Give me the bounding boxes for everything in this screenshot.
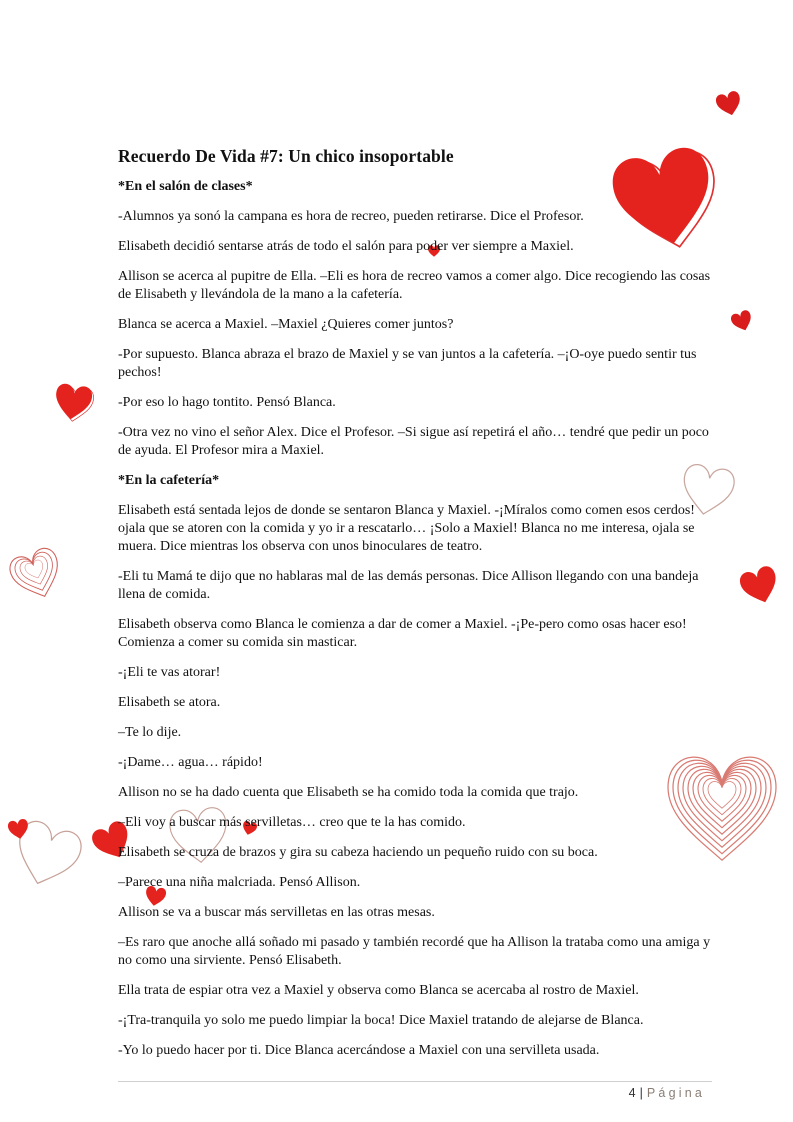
paragraph-list bbox=[118, 178, 718, 1060]
paragraph: Elisabeth se cruza de brazos y gira su cabeza haciendo un pequeño ruido con su boca. bbox=[118, 845, 598, 860]
paragraph: -Otra vez no vino el señor Alex. Dice el Profesor. –Si sigue así repetirá el año… tendré que pedir un poco de ayuda. El Profesor mira a Maxiel. bbox=[118, 425, 709, 458]
heart-icon bbox=[730, 309, 755, 334]
paragraph: -Por eso lo hago tontito. Pensó Blanca. bbox=[118, 395, 336, 410]
paragraph: –Parece una niña malcriada. Pensó Allison. bbox=[118, 875, 361, 890]
paragraph: –Es raro que anoche allá soñado mi pasado y también recordé que ha Allison la trataba como una amiga y no como una sirviente. Pensó Elisabeth. bbox=[118, 935, 711, 968]
page-number: 4 bbox=[628, 1086, 636, 1100]
paragraph: -Por supuesto. Blanca abraza el brazo de Maxiel y se van juntos a la cafetería. –¡O-oye puedo sentir tus pechos! bbox=[118, 347, 697, 380]
paragraph: Allison no se ha dado cuenta que Elisabeth se ha comido toda la comida que trajo. bbox=[118, 785, 579, 800]
heart-icon bbox=[738, 564, 783, 608]
paragraph: Elisabeth está sentada lejos de donde se sentaron Blanca y Maxiel. -¡Míralos como comen esos cerdos! ojala que se atoren con la comida y yo ir a rescatarlo… ¡Solo a Maxiel! Blanca no me interesa, ojala se muera. Dice mientras los observa con unos binoculares de teatro. bbox=[118, 503, 695, 554]
paragraph: –Te lo dije. bbox=[118, 725, 182, 740]
paragraph: Allison se acerca al pupitre de Ella. –Eli es hora de recreo vamos a comer algo. Dice recogiendo las cosas de Elisabeth y llevándola de la mano a la cafetería. bbox=[118, 269, 711, 302]
paragraph: Elisabeth se atora. bbox=[118, 695, 221, 710]
paragraph: -Alumnos ya sonó la campana es hora de recreo, pueden retirarse. Dice el Profesor. bbox=[118, 209, 584, 224]
footer-rule bbox=[118, 1081, 712, 1082]
paragraph: -Yo lo puedo hacer por ti. Dice Blanca acercándose a Maxiel con una servilleta usada. bbox=[118, 1043, 600, 1058]
paragraph: –Eli voy a buscar más servilletas… creo que te la has comido. bbox=[118, 815, 466, 830]
heart-icon bbox=[53, 383, 95, 424]
paragraph: -¡Dame… agua… rápido! bbox=[118, 755, 263, 770]
section-heading: *En el salón de clases* bbox=[118, 179, 253, 194]
paragraph: Elisabeth observa como Blanca le comienza a dar de comer a Maxiel. -¡Pe-pero como osas hacer eso! Comienza a comer su comida sin masticar. bbox=[118, 617, 687, 650]
paragraph: -¡Tra-tranquila yo solo me puedo limpiar la boca! Dice Maxiel tratando de alejarse de Blanca. bbox=[118, 1013, 644, 1028]
paragraph: -¡Eli te vas atorar! bbox=[118, 665, 221, 680]
heart-icon bbox=[7, 818, 30, 840]
page-content bbox=[118, 146, 718, 1072]
footer-separator: | bbox=[639, 1086, 643, 1100]
paragraph: Ella trata de espiar otra vez a Maxiel y observa como Blanca se acercaba al rostro de Maxiel. bbox=[118, 983, 639, 998]
page-footer bbox=[629, 1086, 705, 1100]
paragraph: Elisabeth decidió sentarse atrás de todo el salón para poder ver siempre a Maxiel. bbox=[118, 239, 574, 254]
paragraph: Allison se va a buscar más servilletas en las otras mesas. bbox=[118, 905, 435, 920]
heart-icon bbox=[715, 90, 744, 118]
chapter-title: Recuerdo De Vida #7: Un chico insoportable bbox=[118, 146, 454, 166]
paragraph: -Eli tu Mamá te dijo que no hablaras mal de las demás personas. Dice Allison llegando con una bandeja llena de comida. bbox=[118, 569, 699, 602]
heart-spiral-icon bbox=[6, 545, 67, 604]
page-label: Página bbox=[646, 1086, 705, 1100]
paragraph: Blanca se acerca a Maxiel. –Maxiel ¿Quieres comer juntos? bbox=[118, 317, 454, 332]
section-heading: *En la cafetería* bbox=[118, 473, 220, 488]
